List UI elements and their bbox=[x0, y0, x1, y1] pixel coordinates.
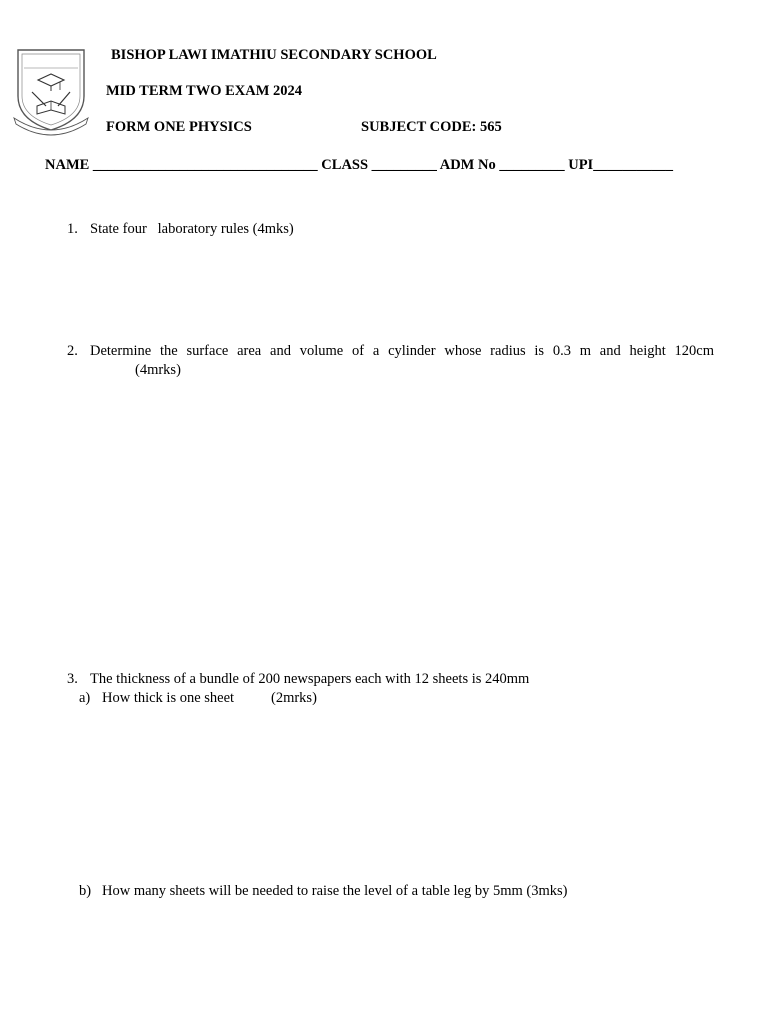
question-1-text: State four laboratory rules (4mks) bbox=[90, 221, 294, 237]
question-2-text: Determine the surface area and volume of a cylinder whose radius is 0.3 m and height 120cm bbox=[90, 343, 714, 359]
exam-title: MID TERM TWO EXAM 2024 bbox=[106, 83, 303, 99]
question-2-marks: (4mrks) bbox=[135, 362, 181, 378]
subject-code: SUBJECT CODE: 565 bbox=[361, 119, 502, 135]
question-1-number: 1. bbox=[67, 221, 78, 237]
question-3-number: 3. bbox=[67, 671, 78, 687]
school-crest-logo bbox=[12, 46, 90, 136]
question-2-number: 2. bbox=[67, 343, 78, 359]
question-3b-label: b) bbox=[79, 883, 92, 899]
school-name: BISHOP LAWI IMATHIU SECONDARY SCHOOL bbox=[111, 47, 437, 63]
subject-title: FORM ONE PHYSICS bbox=[106, 119, 252, 135]
question-3a-marks: (2mrks) bbox=[271, 690, 317, 706]
question-3a-label: a) bbox=[79, 690, 91, 706]
question-3a-text: How thick is one sheet bbox=[102, 690, 235, 706]
student-fields: NAME _______________________________ CLASS _________ ADM No _________ UPI___________ bbox=[45, 157, 673, 173]
question-3-text: The thickness of a bundle of 200 newspapers each with 12 sheets is 240mm bbox=[90, 671, 530, 687]
question-3b-text: How many sheets will be needed to raise the level of a table leg by 5mm (3mks) bbox=[102, 883, 568, 899]
